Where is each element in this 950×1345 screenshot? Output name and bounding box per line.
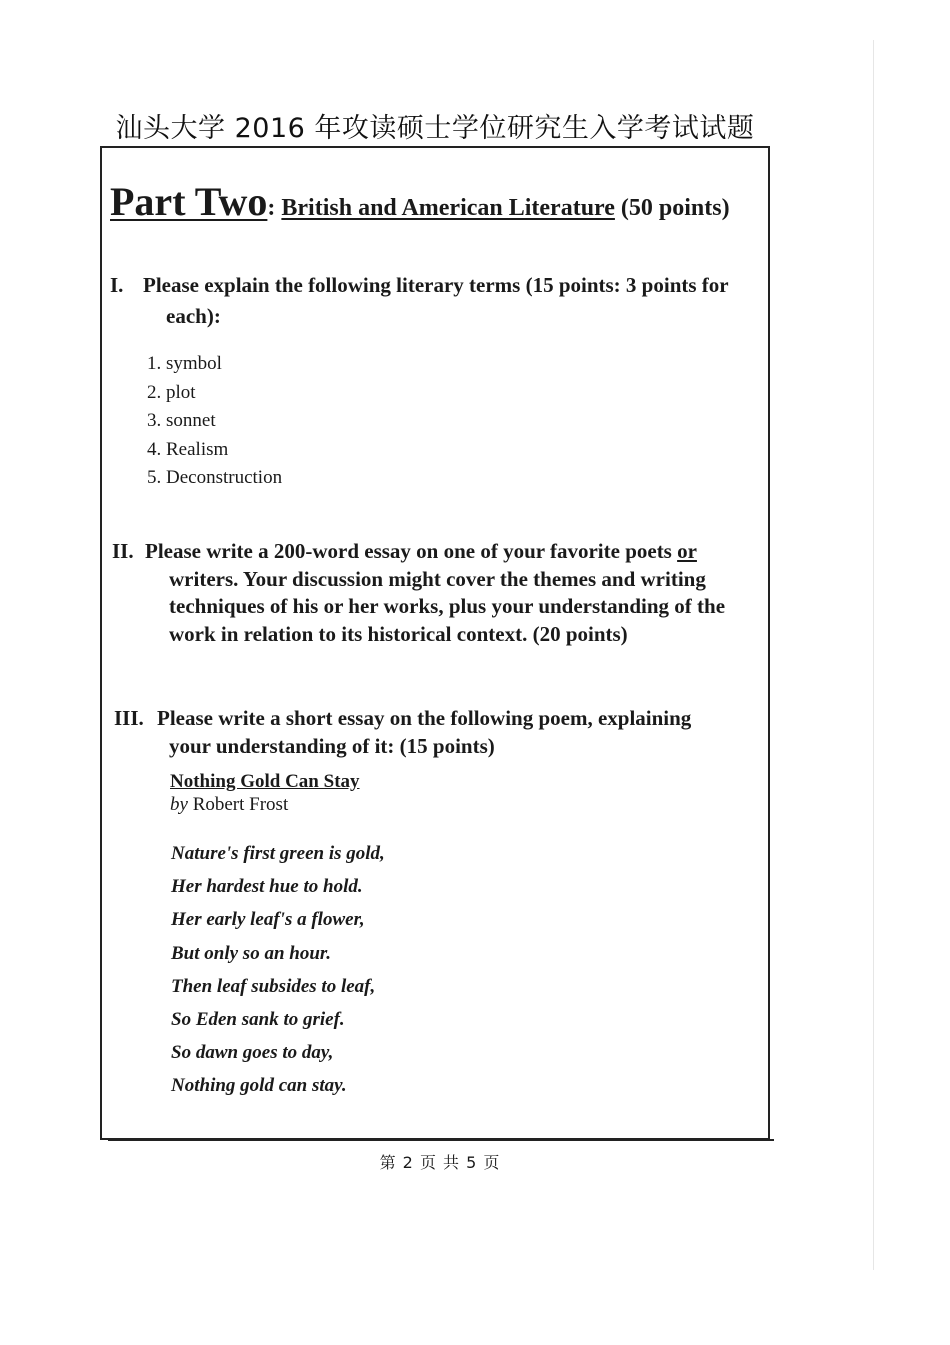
term-item: 3. sonnet bbox=[147, 410, 216, 431]
question-2-line: writers. Your discussion might cover the themes and writing bbox=[169, 566, 706, 591]
part-title-main: Part Two bbox=[110, 179, 268, 224]
question-2 bbox=[112, 538, 772, 648]
question-3 bbox=[114, 705, 774, 760]
question-1-line-1: Please explain the following literary terms (15 points: 3 points for bbox=[143, 273, 729, 297]
question-2-line: techniques of his or her works, plus your understanding of the bbox=[169, 594, 726, 618]
term-item: 1. symbol bbox=[147, 353, 222, 374]
poem-body bbox=[171, 837, 385, 1103]
exam-header: 汕头大学 2016 年攻读硕士学位研究生入学考试试题 bbox=[115, 113, 755, 144]
scan-edge-line bbox=[873, 40, 874, 1270]
part-title-points: (50 points) bbox=[614, 195, 730, 221]
poem-line: Then leaf subsides to leaf, bbox=[171, 975, 376, 997]
part-title-subject: British and American Literature bbox=[281, 195, 615, 221]
page-number: 第 2 页 共 5 页 bbox=[379, 1153, 501, 1172]
poem-line: Nature's first green is gold, bbox=[171, 843, 385, 864]
question-2-underlined-or: or bbox=[677, 539, 697, 563]
question-2-line-1-text: Please write a 200-word essay on one of your favorite poets bbox=[145, 539, 678, 563]
poem-line: Her hardest hue to hold. bbox=[171, 876, 363, 898]
question-1 bbox=[110, 272, 770, 332]
poem-line: But only so an hour. bbox=[171, 942, 331, 964]
part-title bbox=[110, 178, 730, 225]
term-list bbox=[147, 350, 282, 493]
question-2-line-1 bbox=[112, 538, 772, 566]
poem-author-by: by bbox=[170, 794, 188, 815]
question-1-number: I. bbox=[110, 273, 124, 297]
question-2-number: II. bbox=[112, 539, 134, 563]
poem-author bbox=[170, 794, 288, 816]
question-3-number: III. bbox=[114, 706, 144, 730]
frame-bottom-rule bbox=[108, 1139, 774, 1141]
term-item: 2. plot bbox=[147, 381, 196, 403]
term-item: 5. Deconstruction bbox=[147, 467, 283, 488]
question-1-line-2: each): bbox=[166, 303, 221, 328]
question-2-line: work in relation to its historical context. (20 points) bbox=[169, 621, 628, 646]
poem-author-name: Robert Frost bbox=[192, 794, 289, 815]
poem-line: So Eden sank to grief. bbox=[171, 1009, 345, 1031]
question-3-line-2: your understanding of it: (15 points) bbox=[169, 733, 495, 758]
question-3-line-1: Please write a short essay on the following poem, explaining bbox=[157, 706, 692, 730]
poem-title: Nothing Gold Can Stay bbox=[170, 771, 360, 792]
poem-line: Her early leaf's a flower, bbox=[171, 909, 365, 931]
term-item: 4. Realism bbox=[147, 438, 229, 460]
part-title-separator: : bbox=[267, 195, 282, 221]
poem-line: So dawn goes to day, bbox=[171, 1042, 334, 1064]
poem-line: Nothing gold can stay. bbox=[171, 1075, 347, 1097]
